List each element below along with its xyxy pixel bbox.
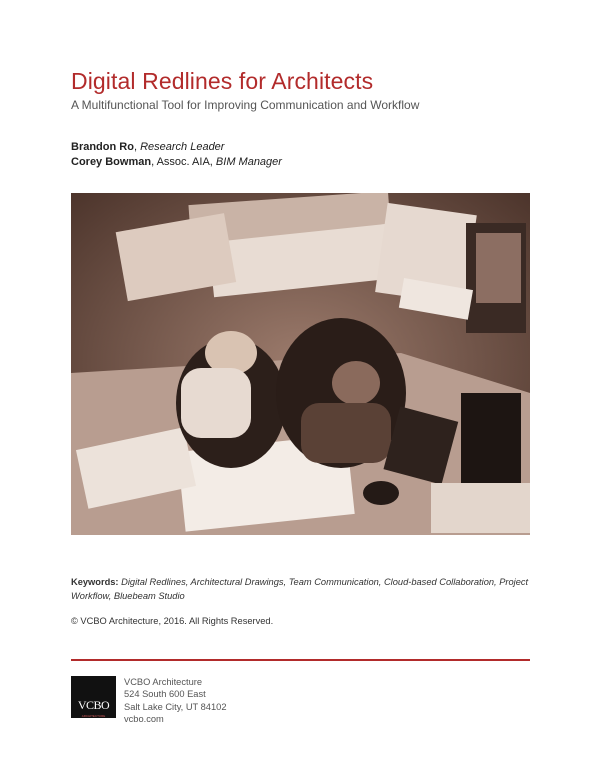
author-1-role: Research Leader (140, 141, 225, 153)
logo-text: VCBO (77, 698, 110, 712)
cover-photo-illustration (71, 193, 530, 535)
document-title: Digital Redlines for Architects (71, 68, 374, 94)
company-address (124, 676, 227, 725)
keywords-label: Keywords: (71, 577, 119, 587)
address-website: vcbo.com (124, 713, 164, 724)
logo-subtext: ARCHITECTURE (81, 714, 106, 718)
footer-divider (71, 659, 530, 661)
keywords-text: Digital Redlines, Architectural Drawings, Team Communication, Cloud-based Collaboration, Project Workflow, Bluebeam Studio (71, 577, 529, 601)
address-company: VCBO Architecture (124, 677, 203, 687)
document-subtitle: A Multifunctional Tool for Improving Communication and Workflow (71, 98, 420, 112)
author-1: Brandon Ro, Research Leader (71, 141, 225, 153)
address-city: Salt Lake City, UT 84102 (124, 701, 227, 712)
author-2: Corey Bowman, Assoc. AIA, BIM Manager (71, 156, 282, 168)
copyright: © VCBO Architecture, 2016. All Rights Reserved. (71, 616, 274, 626)
author-2-role: BIM Manager (215, 156, 282, 168)
cover-photo (71, 193, 530, 535)
vcbo-logo (71, 676, 116, 718)
author-2-credential: Assoc. AIA (156, 156, 210, 168)
address-street: 524 South 600 East (124, 689, 206, 700)
author-2-name: Corey Bowman (71, 156, 152, 168)
keywords (71, 575, 531, 603)
author-1-name: Brandon Ro (71, 141, 134, 153)
author-list (71, 140, 282, 170)
